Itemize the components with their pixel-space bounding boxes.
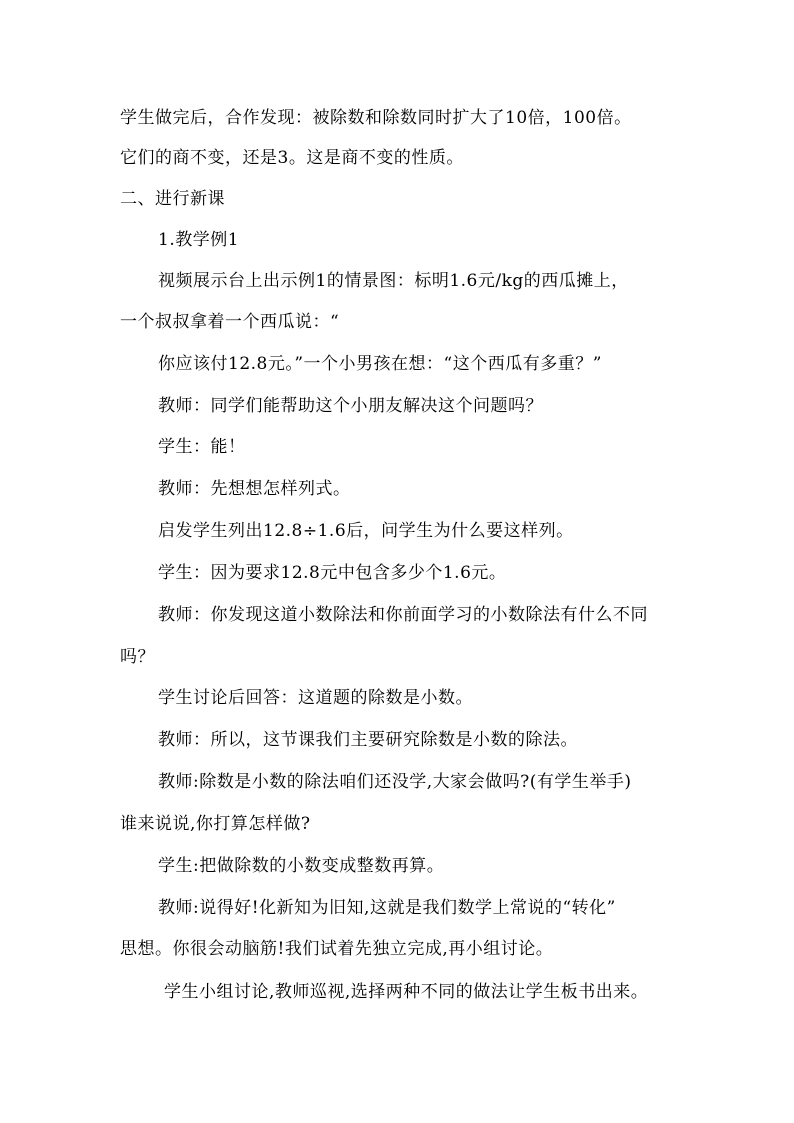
section-heading: 二、进行新课	[120, 189, 225, 209]
paragraph-line-15: 学生讨论后回答：这道题的除数是小数。	[158, 688, 473, 708]
paragraph-line-21: 思想。你很会动脑筋!我们试着先独立完成,再小组讨论。	[120, 939, 554, 959]
paragraph-line-16: 教师：所以，这节课我们主要研究除数是小数的除法。	[158, 730, 578, 750]
paragraph-line-18: 谁来说说,你打算怎样做?	[120, 814, 311, 834]
paragraph-line-11: 启发学生列出12.8÷1.6后，问学生为什么要这样列。	[158, 521, 574, 541]
paragraph-line-12: 学生：因为要求12.8元中包含多少个1.6元。	[158, 563, 507, 583]
paragraph-line-2: 它们的商不变，还是3。这是商不变的性质。	[120, 148, 464, 168]
paragraph-line-7: 你应该付12.8元。”一个小男孩在想：“这个西瓜有多重？”	[158, 354, 602, 374]
paragraph-line-22: 学生小组讨论,教师巡视,选择两种不同的做法让学生板书出来。	[164, 982, 649, 1002]
paragraph-line-20: 教师:说得好!化新知为旧知,这就是我们数学上常说的“转化”	[158, 898, 616, 918]
paragraph-line-8: 教师：同学们能帮助这个小朋友解决这个问题吗？	[158, 396, 543, 416]
subsection-heading: 1.教学例1	[158, 230, 240, 250]
paragraph-line-13: 教师：你发现这道小数除法和你前面学习的小数除法有什么不同	[158, 605, 648, 625]
paragraph-line-1: 学生做完后，合作发现：被除数和除数同时扩大了10倍，100倍。	[120, 108, 632, 128]
paragraph-line-17: 教师:除数是小数的除法咱们还没学,大家会做吗?(有学生举手)	[158, 772, 632, 792]
paragraph-line-14: 吗？	[120, 647, 155, 667]
paragraph-line-5: 视频展示台上出示例1的情景图：标明1.6元/kg的西瓜摊上，	[158, 271, 629, 291]
paragraph-line-6: 一个叔叔拿着一个西瓜说：“	[120, 312, 340, 332]
paragraph-line-9: 学生：能！	[158, 437, 246, 457]
paragraph-line-10: 教师：先想想怎样列式。	[158, 479, 351, 499]
paragraph-line-19: 学生:把做除数的小数变成整数再算。	[158, 856, 445, 876]
